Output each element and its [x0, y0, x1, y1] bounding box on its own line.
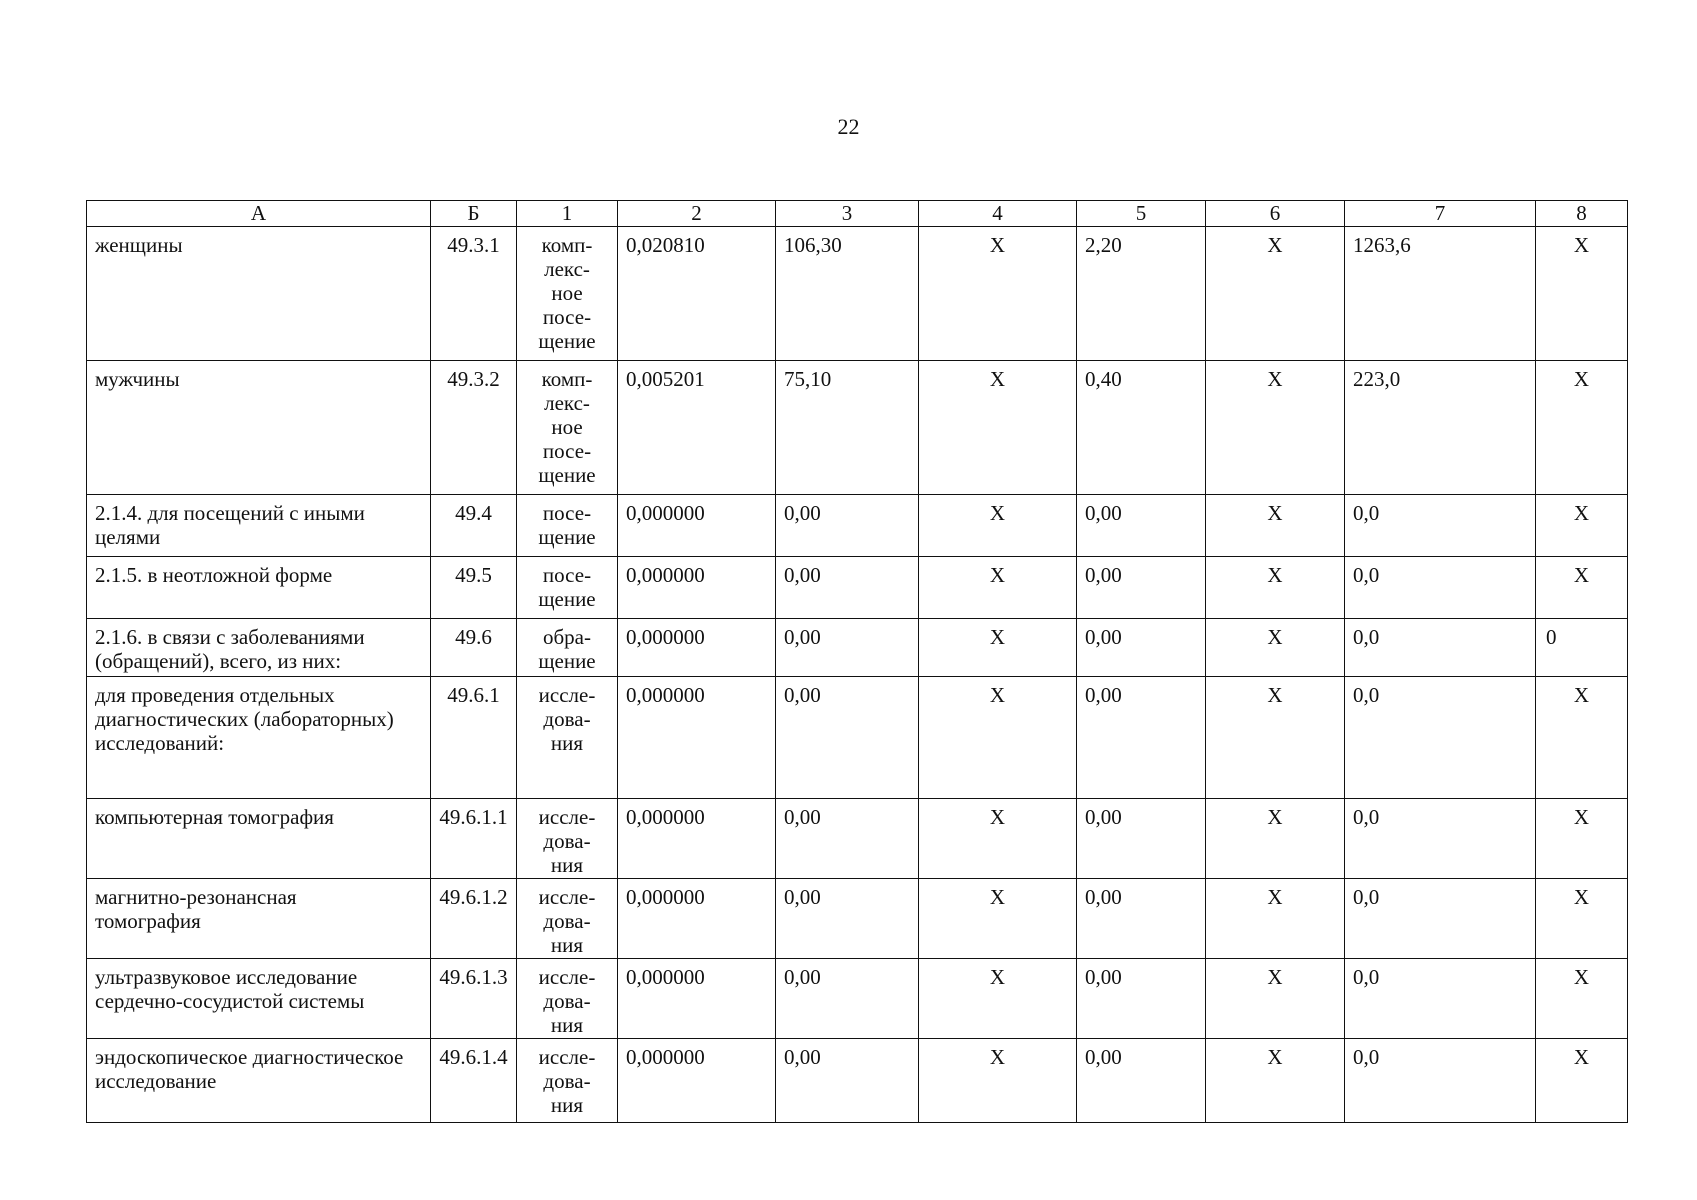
column-header-6: 6 — [1206, 201, 1345, 227]
row-code: 49.6.1.3 — [431, 959, 517, 1039]
row-col-8: Х — [1536, 495, 1628, 557]
row-col-2: 0,020810 — [618, 227, 776, 361]
row-label: для проведения отдельных диагностических (лабораторных) исследований: — [87, 677, 431, 799]
table-row — [87, 799, 1628, 879]
column-header-8: 8 — [1536, 201, 1628, 227]
row-col-8: Х — [1536, 879, 1628, 959]
row-col-5: 0,00 — [1077, 557, 1206, 619]
row-col-5: 0,00 — [1077, 495, 1206, 557]
row-col-8: Х — [1536, 361, 1628, 495]
row-col-2: 0,000000 — [618, 1039, 776, 1123]
row-col-2: 0,000000 — [618, 677, 776, 799]
row-col-2: 0,000000 — [618, 879, 776, 959]
row-col-5: 0,00 — [1077, 799, 1206, 879]
row-col-2: 0,000000 — [618, 495, 776, 557]
row-col-4: Х — [919, 495, 1077, 557]
row-col-7: 0,0 — [1345, 557, 1536, 619]
row-label: 2.1.6. в связи с заболеваниями (обращений), всего, из них: — [87, 619, 431, 677]
row-unit: иссле- дова- ния — [517, 799, 618, 879]
row-col-7: 0,0 — [1345, 879, 1536, 959]
row-col-5: 0,00 — [1077, 879, 1206, 959]
row-col-6: Х — [1206, 495, 1345, 557]
row-label: эндоскопическое диагностическое исследование — [87, 1039, 431, 1123]
row-col-6: Х — [1206, 959, 1345, 1039]
row-unit: иссле- дова- ния — [517, 959, 618, 1039]
row-col-8: Х — [1536, 959, 1628, 1039]
row-col-7: 1263,6 — [1345, 227, 1536, 361]
table-row — [87, 879, 1628, 959]
row-col-5: 0,00 — [1077, 959, 1206, 1039]
row-unit: иссле- дова- ния — [517, 879, 618, 959]
row-col-7: 0,0 — [1345, 799, 1536, 879]
row-unit: комп- лекс- ное посе- щение — [517, 361, 618, 495]
row-col-7: 0,0 — [1345, 619, 1536, 677]
row-code: 49.3.1 — [431, 227, 517, 361]
row-code: 49.6.1.1 — [431, 799, 517, 879]
row-col-4: Х — [919, 959, 1077, 1039]
row-code: 49.3.2 — [431, 361, 517, 495]
row-code: 49.6 — [431, 619, 517, 677]
row-code: 49.6.1.2 — [431, 879, 517, 959]
row-col-2: 0,000000 — [618, 619, 776, 677]
row-col-4: Х — [919, 619, 1077, 677]
row-col-8: Х — [1536, 799, 1628, 879]
row-col-2: 0,000000 — [618, 799, 776, 879]
column-header-3: 3 — [776, 201, 919, 227]
row-col-3: 106,30 — [776, 227, 919, 361]
column-header-7: 7 — [1345, 201, 1536, 227]
row-col-4: Х — [919, 879, 1077, 959]
row-col-4: Х — [919, 361, 1077, 495]
row-col-5: 0,00 — [1077, 677, 1206, 799]
row-col-5: 0,00 — [1077, 1039, 1206, 1123]
row-unit: иссле- дова- ния — [517, 1039, 618, 1123]
row-col-8: Х — [1536, 677, 1628, 799]
row-label: компьютерная томография — [87, 799, 431, 879]
table-row — [87, 619, 1628, 677]
row-col-4: Х — [919, 227, 1077, 361]
row-col-8: Х — [1536, 557, 1628, 619]
row-col-8: Х — [1536, 227, 1628, 361]
row-col-7: 0,0 — [1345, 959, 1536, 1039]
column-header-1: 1 — [517, 201, 618, 227]
row-code: 49.5 — [431, 557, 517, 619]
row-col-4: Х — [919, 677, 1077, 799]
row-col-6: Х — [1206, 619, 1345, 677]
row-col-4: Х — [919, 1039, 1077, 1123]
table-row — [87, 557, 1628, 619]
row-unit: комп- лекс- ное посе- щение — [517, 227, 618, 361]
row-unit: иссле- дова- ния — [517, 677, 618, 799]
row-col-8: Х — [1536, 1039, 1628, 1123]
column-header-row — [87, 201, 1628, 227]
row-col-8: 0 — [1536, 619, 1628, 677]
row-col-3: 0,00 — [776, 1039, 919, 1123]
row-col-7: 0,0 — [1345, 495, 1536, 557]
data-table — [86, 200, 1628, 1123]
column-header-5: 5 — [1077, 201, 1206, 227]
row-col-3: 0,00 — [776, 495, 919, 557]
column-header-2: 2 — [618, 201, 776, 227]
table-row — [87, 1039, 1628, 1123]
row-col-3: 0,00 — [776, 619, 919, 677]
table-row — [87, 959, 1628, 1039]
row-col-6: Х — [1206, 361, 1345, 495]
table-row — [87, 677, 1628, 799]
row-code: 49.4 — [431, 495, 517, 557]
row-col-3: 0,00 — [776, 959, 919, 1039]
row-col-3: 0,00 — [776, 557, 919, 619]
row-col-6: Х — [1206, 1039, 1345, 1123]
row-col-5: 2,20 — [1077, 227, 1206, 361]
row-col-6: Х — [1206, 557, 1345, 619]
row-col-2: 0,005201 — [618, 361, 776, 495]
row-col-2: 0,000000 — [618, 959, 776, 1039]
column-header-a: А — [87, 201, 431, 227]
row-label: 2.1.5. в неотложной форме — [87, 557, 431, 619]
row-col-6: Х — [1206, 799, 1345, 879]
row-col-6: Х — [1206, 879, 1345, 959]
row-col-7: 0,0 — [1345, 677, 1536, 799]
row-col-6: Х — [1206, 227, 1345, 361]
page-number: 22 — [837, 114, 860, 139]
table-row — [87, 495, 1628, 557]
row-col-5: 0,40 — [1077, 361, 1206, 495]
column-header-4: 4 — [919, 201, 1077, 227]
row-label: магнитно-резонансная томография — [87, 879, 431, 959]
row-col-2: 0,000000 — [618, 557, 776, 619]
row-unit: обра- щение — [517, 619, 618, 677]
row-col-5: 0,00 — [1077, 619, 1206, 677]
row-unit: посе- щение — [517, 495, 618, 557]
row-col-3: 75,10 — [776, 361, 919, 495]
row-col-7: 0,0 — [1345, 1039, 1536, 1123]
row-col-4: Х — [919, 799, 1077, 879]
row-col-4: Х — [919, 557, 1077, 619]
row-label: 2.1.4. для посещений с иными целями — [87, 495, 431, 557]
row-col-3: 0,00 — [776, 879, 919, 959]
row-col-3: 0,00 — [776, 677, 919, 799]
table-row — [87, 227, 1628, 361]
row-code: 49.6.1 — [431, 677, 517, 799]
table-row — [87, 361, 1628, 495]
row-label: мужчины — [87, 361, 431, 495]
row-label: ультразвуковое исследование сердечно-сосудистой системы — [87, 959, 431, 1039]
row-unit: посе- щение — [517, 557, 618, 619]
row-col-7: 223,0 — [1345, 361, 1536, 495]
row-label: женщины — [87, 227, 431, 361]
row-col-3: 0,00 — [776, 799, 919, 879]
row-code: 49.6.1.4 — [431, 1039, 517, 1123]
row-col-6: Х — [1206, 677, 1345, 799]
column-header-b: Б — [431, 201, 517, 227]
